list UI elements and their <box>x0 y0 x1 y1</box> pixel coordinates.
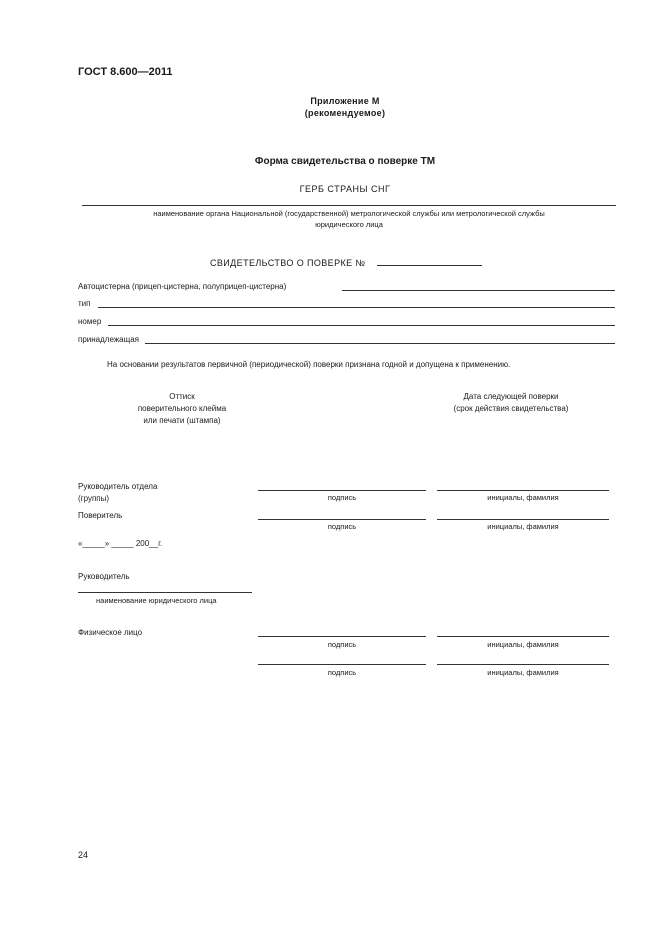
standard-header: ГОСТ 8.600—2011 <box>78 66 173 78</box>
certificate-title: СВИДЕТЕЛЬСТВО О ПОВЕРКЕ № <box>210 258 366 268</box>
owner-label: принадлежащая <box>78 335 139 344</box>
initials-caption: инициалы, фамилия <box>487 522 559 531</box>
stamp-line-2: поверительного клейма <box>137 404 227 413</box>
initials-line <box>437 519 609 520</box>
initials-line <box>437 490 609 491</box>
next-date-line-1: Дата следующей поверки <box>463 392 559 401</box>
number-label: номер <box>78 317 102 326</box>
owner-line <box>145 343 615 344</box>
legal-name-line <box>78 592 252 593</box>
date-line: «_____» _____ 200__г. <box>78 539 163 548</box>
stamp-line-1: Оттиск <box>169 392 195 401</box>
head-label: Руководитель <box>78 572 130 581</box>
signature-line <box>258 636 426 637</box>
number-line <box>108 325 615 326</box>
organ-name-line <box>82 205 616 206</box>
organ-caption-2: юридического лица <box>315 220 383 229</box>
form-title: Форма свидетельства о поверке ТМ <box>254 156 436 167</box>
appendix-note: (рекомендуемое) <box>304 108 386 118</box>
type-label: тип <box>78 299 91 308</box>
individual-label: Физическое лицо <box>78 628 143 637</box>
next-date-line-2: (срок действия свидетельства) <box>453 404 569 413</box>
signature-caption: подпись <box>327 522 357 531</box>
initials-caption: инициалы, фамилия <box>487 668 559 677</box>
signature-caption: подпись <box>327 640 357 649</box>
signature-caption: подпись <box>327 668 357 677</box>
signature-caption: подпись <box>327 493 357 502</box>
head-dept-group-label: (группы) <box>78 494 110 503</box>
emblem-label: ГЕРБ СТРАНЫ СНГ <box>299 184 391 194</box>
basis-text: На основании результатов первичной (периодической) поверки признана годной и допущена к применению. <box>107 360 511 369</box>
initials-line <box>437 636 609 637</box>
verifier-label: Поверитель <box>78 511 123 520</box>
signature-line <box>258 490 426 491</box>
tanker-line <box>342 290 615 291</box>
organ-caption-1: наименование органа Национальной (государственной) метрологической службы или метрологической службы <box>153 209 545 218</box>
initials-caption: инициалы, фамилия <box>487 493 559 502</box>
stamp-line-3: или печати (штампа) <box>143 416 221 425</box>
initials-caption: инициалы, фамилия <box>487 640 559 649</box>
initials-line <box>437 664 609 665</box>
appendix-title: Приложение М <box>310 96 380 106</box>
head-dept-label: Руководитель отдела <box>78 482 158 491</box>
type-line <box>98 307 615 308</box>
signature-line <box>258 519 426 520</box>
tanker-label: Автоцистерна (прицеп-цистерна, полуприцеп-цистерна) <box>78 282 287 291</box>
certificate-number-line <box>377 265 482 266</box>
legal-name-caption: наименование юридического лица <box>96 596 217 605</box>
page-number: 24 <box>78 850 89 860</box>
signature-line <box>258 664 426 665</box>
